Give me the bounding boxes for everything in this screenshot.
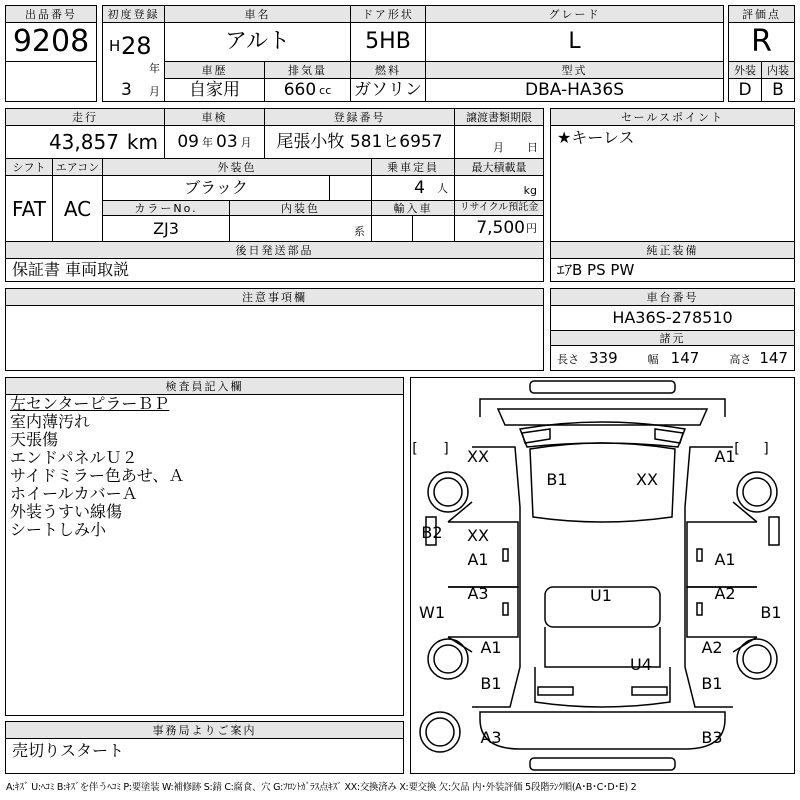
damage-mark: B1 [546, 470, 568, 489]
capacity: 4 [414, 177, 425, 198]
grade: L [425, 22, 724, 62]
era: H [109, 37, 121, 55]
transfer-box [454, 125, 544, 159]
import-b [412, 215, 455, 242]
damage-mark: B1 [760, 603, 782, 622]
disp-box [264, 78, 351, 102]
plate-label: 登録番号 [264, 108, 455, 126]
damage-mark: U1 [590, 586, 612, 605]
damage-mark: W1 [419, 603, 445, 622]
insp-year: 09 [177, 131, 199, 152]
chassis-label: 車台番号 [550, 288, 795, 306]
damage-mark: B3 [701, 728, 723, 747]
bracket: ] [763, 441, 769, 457]
model-code: DBA-HA36S [425, 78, 724, 102]
load-label: 最大積載量 [454, 158, 544, 176]
damage-mark: A1 [467, 550, 489, 569]
shift-label: シフト [5, 158, 53, 176]
color-no: ZJ3 [102, 215, 230, 242]
equipment-label: 純正装備 [550, 241, 795, 259]
note-line: 天張傷 [10, 430, 59, 449]
damage-mark: A2 [714, 584, 736, 603]
transfer-month: 月 [493, 141, 504, 154]
recycle-unit: 円 [526, 222, 537, 235]
transfer-day: 日 [527, 141, 538, 154]
height: 147 [759, 348, 788, 367]
damage-mark: A3 [467, 584, 489, 603]
office-label: 事務局よりご案内 [5, 721, 404, 739]
door-type: 5HB [350, 22, 426, 62]
load-box [454, 175, 544, 201]
shift: FAT [5, 175, 53, 242]
length-label: 長さ [557, 352, 579, 366]
car-diagram [410, 377, 795, 774]
length: 339 [589, 348, 618, 367]
car-name: アルト [164, 22, 351, 62]
import-a [371, 215, 413, 242]
damage-legend: A:ｷｽﾞ U:ﾍｺﾐ B:ｷｽﾞを伴うﾍｺﾐ P:要塗装 W:補修跡 S:錆 C:腐食、穴 G:ﾌﾛﾝﾄｶﾞﾗｽ点ｷｽﾞ XX:交換済み X:要交換 欠:欠品 内･外装評価 5段階ﾗﾝｸ順(A･B･C･D･E) 2 [6, 782, 637, 793]
chassis-number: HA36S-278510 [550, 305, 795, 331]
ext-label: 外装 [728, 61, 762, 79]
damage-mark: U4 [630, 655, 652, 674]
note-line: 左センターピラーＢＰ [10, 394, 170, 413]
damage-mark: B1 [480, 674, 502, 693]
height-label: 高さ [729, 352, 752, 366]
inspection-label: 車検 [164, 108, 265, 126]
mileage: 43,857 [48, 130, 119, 154]
note-line: エンドパネルＵ２ [10, 448, 138, 467]
damage-mark: XX [467, 526, 489, 545]
recycle-label: リサイクル預託金 [454, 200, 544, 216]
reg-month: 3 [121, 80, 132, 100]
reg-year: 28 [121, 32, 152, 60]
spec-label: 諸元 [550, 330, 795, 346]
insp-year-unit: 年 [202, 135, 213, 149]
int-label: 内装 [761, 61, 795, 79]
capacity-label: 乗車定員 [371, 158, 455, 176]
fuel: ガソリン [350, 78, 426, 102]
inspection-box [164, 125, 265, 159]
equipment: ｴｱB PS PW [550, 258, 795, 282]
inspector-label: 検査員記入欄 [5, 377, 404, 395]
import-label: 輸入車 [371, 200, 455, 216]
exterior-color: ブラック [102, 175, 330, 201]
disp-label: 排気量 [264, 61, 351, 79]
history: 自家用 [164, 78, 265, 102]
ext-score: D [728, 78, 762, 102]
capacity-unit: 人 [437, 181, 448, 195]
door-label: ドア形状 [350, 5, 426, 23]
displacement: 660 [283, 79, 317, 100]
ext-color-extra [329, 175, 372, 201]
int-score: B [761, 78, 795, 102]
plate-number: 尾張小牧 581ヒ6957 [264, 125, 455, 159]
lot-number: 9208 [5, 22, 97, 62]
insp-month: 03 [216, 131, 238, 152]
int-color-suffix: 系 [354, 225, 365, 238]
office-note: 売切りスタート [5, 738, 404, 774]
int-color-label: 内装色 [229, 200, 372, 216]
spec-box [550, 345, 795, 371]
caution-label: 注意事項欄 [5, 288, 544, 306]
note-line: シートしみ小 [10, 520, 107, 539]
model-label: 型式 [425, 61, 724, 79]
note-line: 室内薄汚れ [10, 412, 91, 431]
bracket: [ [412, 441, 418, 457]
year-unit: 年 [149, 62, 160, 75]
fuel-label: 燃料 [350, 61, 426, 79]
caution-body [5, 305, 544, 371]
lot-label: 出品番号 [5, 5, 97, 23]
damage-mark: B2 [421, 523, 443, 542]
ac: AC [52, 175, 103, 242]
car-name-label: 車名 [164, 5, 351, 23]
load-unit: kg [523, 184, 537, 197]
capacity-box [371, 175, 455, 201]
note-line: 外装うすい線傷 [10, 502, 123, 521]
lot-blank [5, 61, 97, 102]
damage-mark: B1 [701, 674, 723, 693]
mileage-unit: km [126, 130, 158, 154]
width: 147 [670, 348, 700, 367]
bracket: ] [443, 441, 449, 457]
score: R [728, 22, 795, 62]
damage-mark: A1 [480, 638, 502, 657]
damage-mark: XX [636, 470, 658, 489]
transfer-label: 譲渡書類期限 [454, 108, 544, 126]
mileage-label: 走行 [5, 108, 165, 126]
inspector-notes [10, 395, 184, 539]
mileage-box [5, 125, 165, 159]
score-label: 評価点 [728, 5, 795, 23]
color-no-label: カラーNo. [102, 200, 230, 216]
insp-month-unit: 月 [240, 135, 252, 149]
ac-label: エアコン [52, 158, 103, 176]
width-label: 幅 [647, 352, 659, 366]
sales-point: ★キーレス [550, 125, 795, 242]
month-unit: 月 [149, 85, 160, 98]
note-line: ホイールカバーＡ [10, 484, 138, 503]
damage-mark: A3 [480, 728, 502, 747]
disp-unit: cc [319, 83, 332, 97]
history-label: 車歴 [164, 61, 265, 79]
sales-label: セールスポイント [550, 108, 795, 126]
damage-mark: A1 [714, 447, 736, 466]
int-color-box [229, 215, 372, 242]
recycle-box [454, 215, 544, 242]
bracket: [ [734, 441, 740, 457]
grade-label: グレード [425, 5, 724, 23]
later-parts-label: 後日発送部品 [5, 241, 544, 259]
first-reg-box [102, 22, 165, 102]
recycle-fee: 7,500 [476, 218, 525, 238]
note-line: サイドミラー色あせ、Ａ [10, 466, 185, 485]
first-reg-label: 初度登録 [102, 5, 165, 23]
damage-mark: A2 [701, 638, 723, 657]
ext-color-label: 外装色 [102, 158, 372, 176]
damage-mark: A1 [714, 550, 736, 569]
damage-mark: XX [467, 447, 489, 466]
later-parts: 保証書 車両取説 [5, 258, 544, 282]
